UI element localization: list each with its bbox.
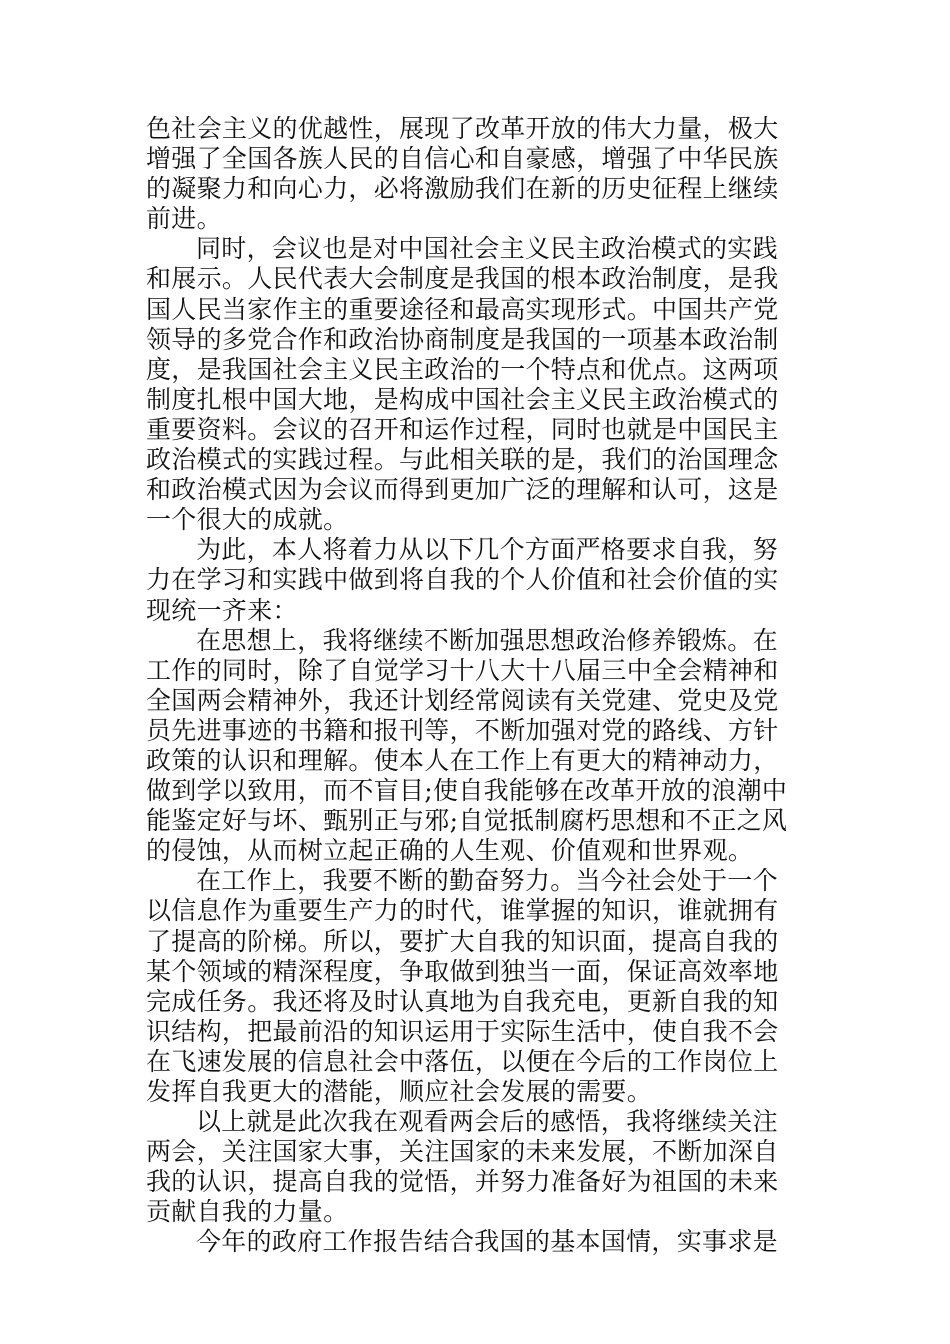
text-line: 增强了全国各族人民的自信心和自豪感，增强了中华民族 <box>146 144 779 174</box>
text-line: 两会，关注国家大事，关注国家的未来发展，不断加深自 <box>146 1137 779 1167</box>
text-line: 全国两会精神外，我还计划经常阅读有关党建、党史及党 <box>146 685 779 715</box>
text-line: 工作的同时，除了自觉学习十八大十八届三中全会精神和 <box>146 655 779 685</box>
text-line: 重要资料。会议的召开和运作过程，同时也就是中国民主 <box>146 414 779 444</box>
text-line: 政治模式的实践过程。与此相关联的是，我们的治国理念 <box>146 445 779 475</box>
text-line: 一个很大的成就。 <box>146 505 349 535</box>
text-line: 在思想上，我将继续不断加强思想政治修养锻炼。在 <box>196 625 778 655</box>
text-line: 了提高的阶梯。所以，要扩大自我的知识面，提高自我的 <box>146 926 779 956</box>
text-line: 员先进事迹的书籍和报刊等，不断加强对党的路线、方针 <box>146 715 779 745</box>
text-line: 和政治模式因为会议而得到更加广泛的理解和认可，这是 <box>146 475 779 505</box>
text-line: 完成任务。我还将及时认真地为自我充电，更新自我的知 <box>146 986 779 1016</box>
text-line: 我的认识，提高自我的觉悟，并努力准备好为祖国的未来 <box>146 1167 779 1197</box>
text-line: 做到学以致用，而不盲目;使自我能够在改革开放的浪潮中 <box>146 776 788 806</box>
text-line: 识结构，把最前沿的知识运用于实际生活中，使自我不会 <box>146 1016 779 1046</box>
text-line: 能鉴定好与坏、甄别正与邪;自觉抵制腐朽思想和不正之风 <box>146 806 788 836</box>
text-line: 今年的政府工作报告结合我国的基本国情，实事求是 <box>196 1227 778 1257</box>
text-line: 色社会主义的优越性，展现了改革开放的伟大力量，极大 <box>146 114 779 143</box>
text-line: 现统一齐来： <box>146 595 298 625</box>
text-line: 的侵蚀，从而树立起正确的人生观、价值观和世界观。 <box>146 836 754 866</box>
text-line: 发挥自我更大的潜能，顺应社会发展的需要。 <box>146 1077 653 1106</box>
text-line: 和展示。人民代表大会制度是我国的根本政治制度，是我 <box>146 264 779 294</box>
text-line: 贡献自我的力量。 <box>146 1197 349 1227</box>
text-line: 力在学习和实践中做到将自我的个人价值和社会价值的实 <box>146 565 779 595</box>
text-line: 在飞速发展的信息社会中落伍，以便在今后的工作岗位上 <box>146 1046 779 1076</box>
text-line: 以上就是此次我在观看两会后的感悟，我将继续关注 <box>196 1107 778 1137</box>
body-text <box>146 114 806 1258</box>
text-line: 为此，本人将着力从以下几个方面严格要求自我，努 <box>196 535 778 565</box>
text-line: 同时，会议也是对中国社会主义民主政治模式的实践 <box>196 234 778 264</box>
text-line: 政策的认识和理解。使本人在工作上有更大的精神动力， <box>146 745 779 775</box>
text-line: 度，是我国社会主义民主政治的一个特点和优点。这两项 <box>146 354 779 384</box>
text-line: 以信息作为重要生产力的时代，谁掌握的知识，谁就拥有 <box>146 896 779 926</box>
text-line: 领导的多党合作和政治协商制度是我国的一项基本政治制 <box>146 324 779 354</box>
text-line: 在工作上，我要不断的勤奋努力。当今社会处于一个 <box>196 866 778 896</box>
text-line: 国人民当家作主的重要途径和最高实现形式。中国共产党 <box>146 294 779 324</box>
text-line: 某个领域的精深程度，争取做到独当一面，保证高效率地 <box>146 956 779 986</box>
text-line: 制度扎根中国大地，是构成中国社会主义民主政治模式的 <box>146 384 779 414</box>
text-line: 前进。 <box>146 204 222 234</box>
text-line: 的凝聚力和向心力，必将激励我们在新的历史征程上继续 <box>146 174 779 204</box>
